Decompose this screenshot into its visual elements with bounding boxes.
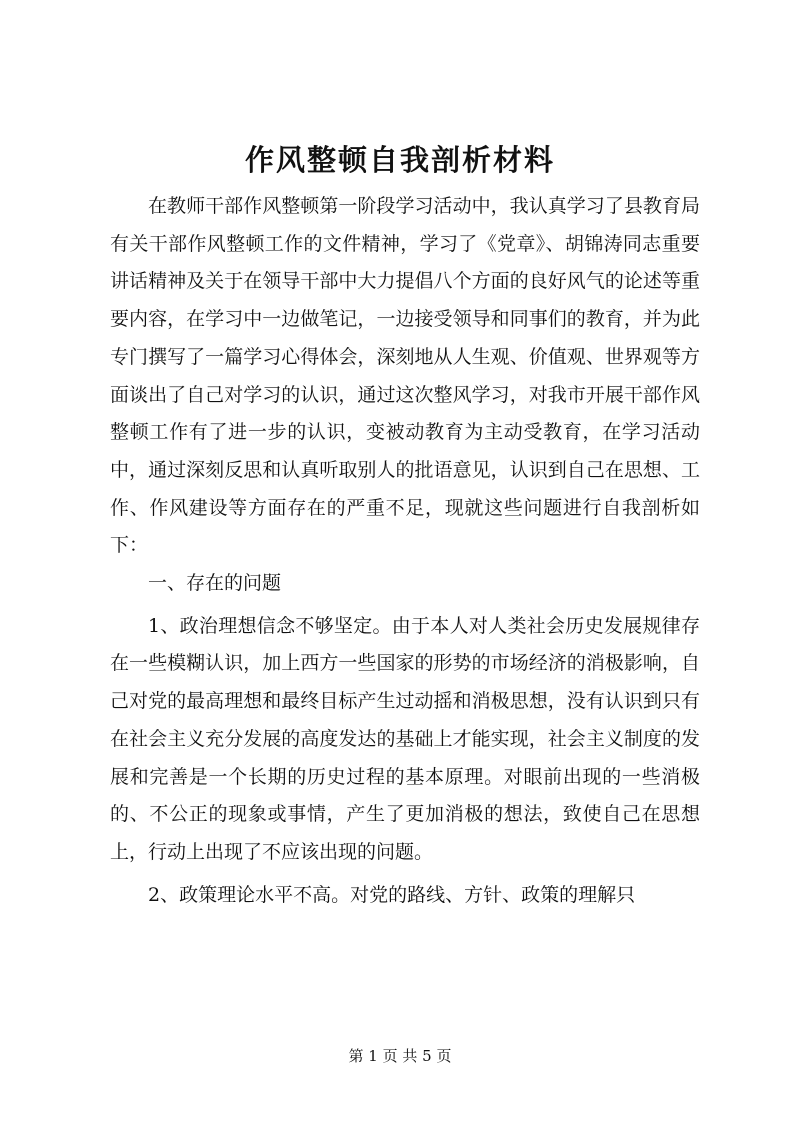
problem-1-paragraph: 1、政治理想信念不够坚定。由于本人对人类社会历史发展规律存在一些模糊认识，加上西方一些国家的形势的市场经济的消极影响，自己对党的最高理想和最终目标产生过动摇和消极思想，没有认识到只有在社会主义充分发展的高度发达的基础上才能实现，社会主义制度的发展和完善是一个长期的历史过程的基本原理。对眼前出现的一些消极的、不公正的现象或事情，产生了更加消极的想法，致使自己在思想上，行动上出现了不应该出现的问题。 — [110, 614, 700, 863]
document-body — [110, 188, 700, 914]
page-footer: 第 1 页 共 5 页 — [348, 1047, 452, 1065]
section-heading: 一、存在的问题 — [148, 572, 282, 595]
document-title: 作风整顿自我剖析材料 — [244, 143, 555, 177]
problem-2-paragraph: 2、政策理论水平不高。对党的路线、方针、政策的理解只 — [148, 883, 636, 906]
intro-paragraph: 在教师干部作风整顿第一阶段学习活动中，我认真学习了县教育局有关干部作风整顿工作的文件精神，学习了《党章》、胡锦涛同志重要讲话精神及关于在领导干部中大力提倡八个方面的良好风气的论述等重要内容，在学习中一边做笔记，一边接受领导和同事们的教育，并为此专门撰写了一篇学习心得体会，深刻地从人生观、价值观、世界观等方面谈出了自己对学习的认识，通过这次整风学习，对我市开展干部作风整顿工作有了进一步的认识，变被动教育为主动受教育，在学习活动中，通过深刻反思和认真听取别人的批语意见，认识到自己在思想、工作、作风建设等方面存在的严重不足，现就这些问题进行自我剖析如下： — [110, 195, 700, 557]
